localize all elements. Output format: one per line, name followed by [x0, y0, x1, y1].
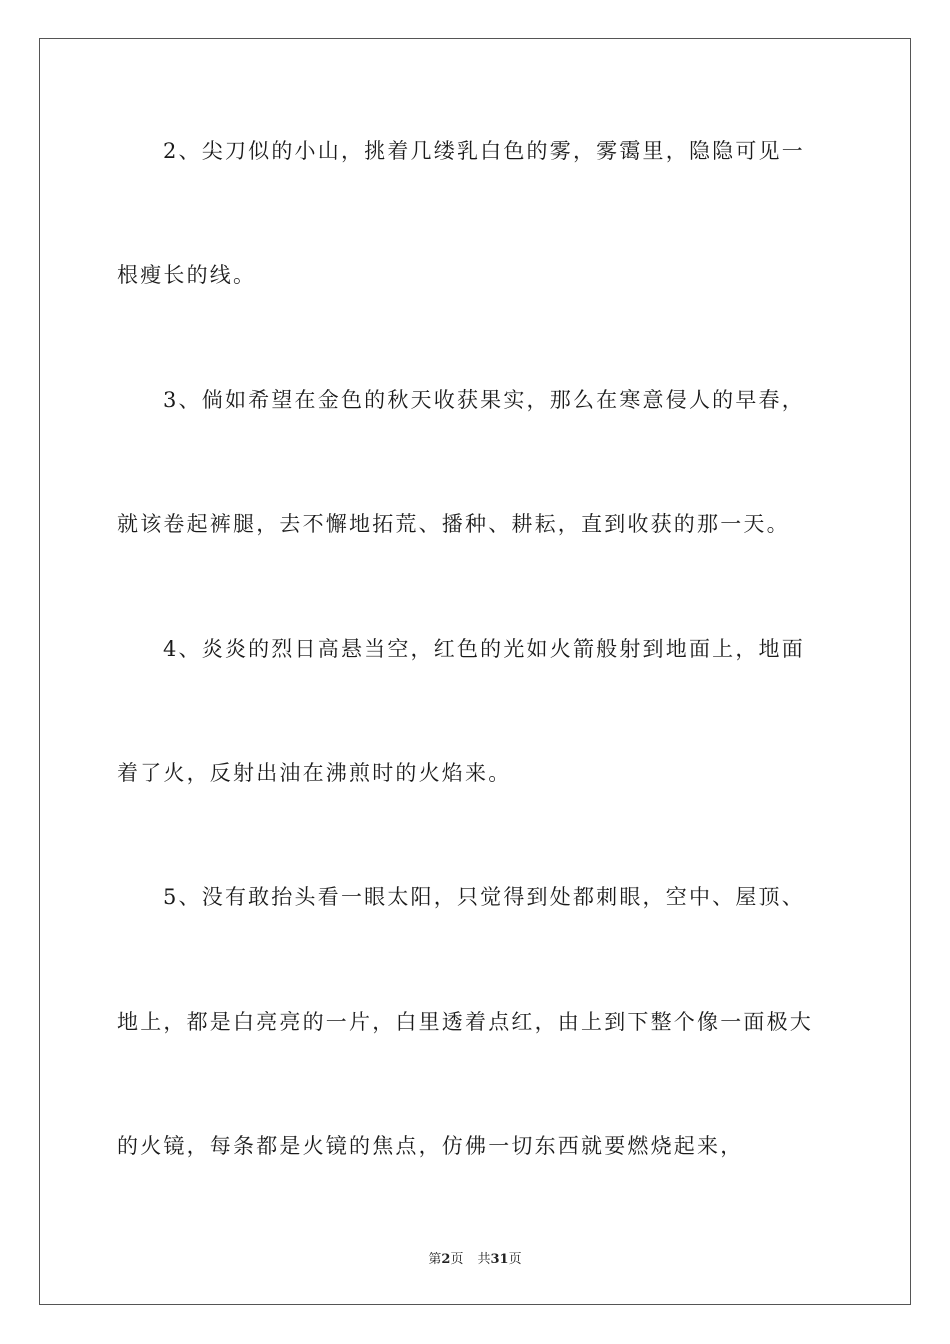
paragraph-4-line-2: 着了火，反射出油在沸煎时的火焰来。	[117, 761, 512, 785]
total-suffix: 页	[508, 1252, 522, 1267]
page-footer	[0, 1248, 950, 1267]
paragraph-3-line-2: 就该卷起裤腿，去不懈地拓荒、播种、耕耘，直到收获的那一天。	[117, 512, 790, 536]
paragraph-5-line-3: 的火镜，每条都是火镜的焦点，仿佛一切东西就要燃烧起来，	[117, 1134, 744, 1158]
total-prefix: 共	[477, 1252, 491, 1267]
page-suffix: 页	[450, 1252, 464, 1267]
paragraph-3-line-1: 3、倘如希望在金色的秋天收获果实，那么在寒意侵人的早春，	[163, 388, 805, 412]
paragraph-2-line-2: 根瘦长的线。	[117, 263, 257, 287]
paragraph-2-line-1: 2、尖刀似的小山，挑着几缕乳白色的雾，雾霭里，隐隐可见一	[163, 139, 805, 163]
page-number: 2	[441, 1252, 451, 1267]
total-pages: 31	[490, 1252, 509, 1267]
page-prefix: 第	[428, 1252, 442, 1267]
paragraph-4-line-1: 4、炎炎的烈日高悬当空，红色的光如火箭般射到地面上，地面	[163, 637, 805, 661]
page-border	[39, 38, 911, 1305]
paragraph-5-line-2: 地上，都是白亮亮的一片，白里透着点红，由上到下整个像一面极大	[117, 1010, 813, 1034]
paragraph-5-line-1: 5、没有敢抬头看一眼太阳，只觉得到处都刺眼，空中、屋顶、	[163, 885, 805, 909]
